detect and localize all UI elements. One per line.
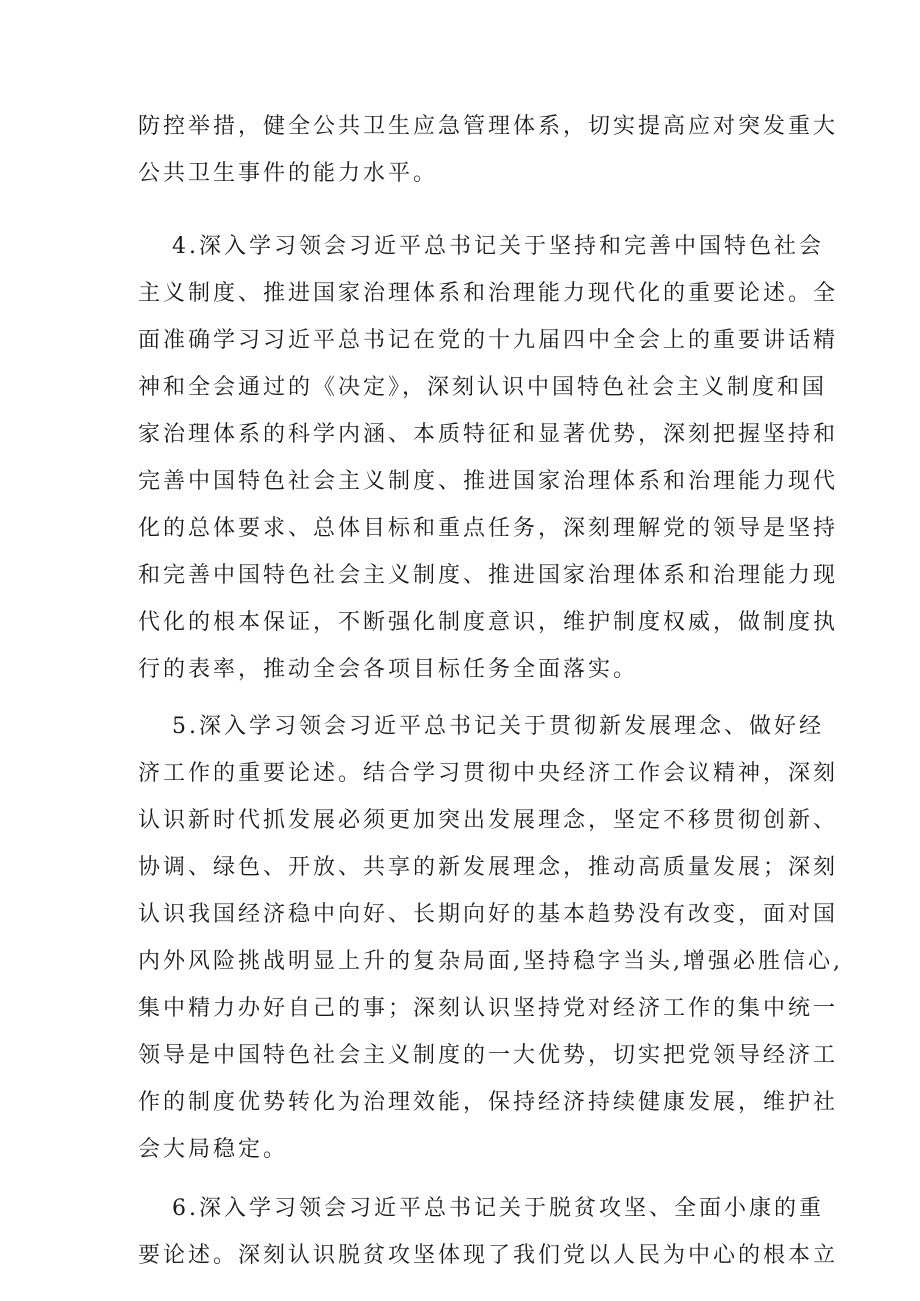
paragraph-4-first-line: 4.深入学习领会习近平总书记关于坚持和完善中国特色社会 bbox=[172, 234, 824, 259]
text-line: 集中精力办好自己的事；深刻认识坚持党对经济工作的集中统一 bbox=[138, 996, 839, 1021]
paragraph-5-first-line: 5.深入学习领会习近平总书记关于贯彻新发展理念、做好经 bbox=[172, 714, 824, 739]
text-line: 作的制度优势转化为治理效能，保持经济持续健康发展，维护社 bbox=[138, 1090, 839, 1115]
text-line: 主义制度、推进国家治理体系和治理能力现代化的重要论述。全 bbox=[138, 281, 839, 306]
text-line: 济工作的重要论述。结合学习贯彻中央经济工作会议精神，深刻 bbox=[138, 761, 839, 786]
text-line: 认识我国经济稳中向好、长期向好的基本趋势没有改变，面对国 bbox=[138, 902, 839, 927]
text-line: 协调、绿色、开放、共享的新发展理念，推动高质量发展；深刻 bbox=[138, 855, 839, 880]
text-line: 防控举措，健全公共卫生应急管理体系，切实提高应对突发重大 bbox=[138, 114, 839, 139]
text-line: 公共卫生事件的能力水平。 bbox=[138, 161, 439, 186]
text-line: 化的总体要求、总体目标和重点任务，深刻理解党的领导是坚持 bbox=[138, 516, 839, 541]
text-line: 领导是中国特色社会主义制度的一大优势，切实把党领导经济工 bbox=[138, 1043, 839, 1068]
text-line: 家治理体系的科学内涵、本质特征和显著优势，深刻把握坚持和 bbox=[138, 422, 839, 447]
text-line: 神和全会通过的《决定》，深刻认识中国特色社会主义制度和国 bbox=[138, 375, 828, 400]
text-line: 完善中国特色社会主义制度、推进国家治理体系和治理能力现代 bbox=[138, 469, 839, 494]
paragraph-6-first-line: 6.深入学习领会习近平总书记关于脱贫攻坚、全面小康的重 bbox=[172, 1196, 824, 1221]
text-line: 会大局稳定。 bbox=[138, 1137, 289, 1162]
text-line: 内外风险挑战明显上升的复杂局面,坚持稳字当头,增强必胜信心, bbox=[138, 949, 843, 974]
text-line: 和完善中国特色社会主义制度、推进国家治理体系和治理能力现 bbox=[138, 563, 839, 588]
text-line: 认识新时代抓发展必须更加突出发展理念，坚定不移贯彻创新、 bbox=[138, 808, 839, 833]
text-line: 要论述。深刻认识脱贫攻坚体现了我们党以人民为中心的根本立 bbox=[138, 1243, 839, 1268]
text-line: 代化的根本保证，不断强化制度意识，维护制度权威，做制度执 bbox=[138, 610, 839, 635]
text-line: 行的表率，推动全会各项目标任务全面落实。 bbox=[138, 657, 639, 682]
text-line: 面准确学习习近平总书记在党的十九届四中全会上的重要讲话精 bbox=[138, 328, 839, 353]
